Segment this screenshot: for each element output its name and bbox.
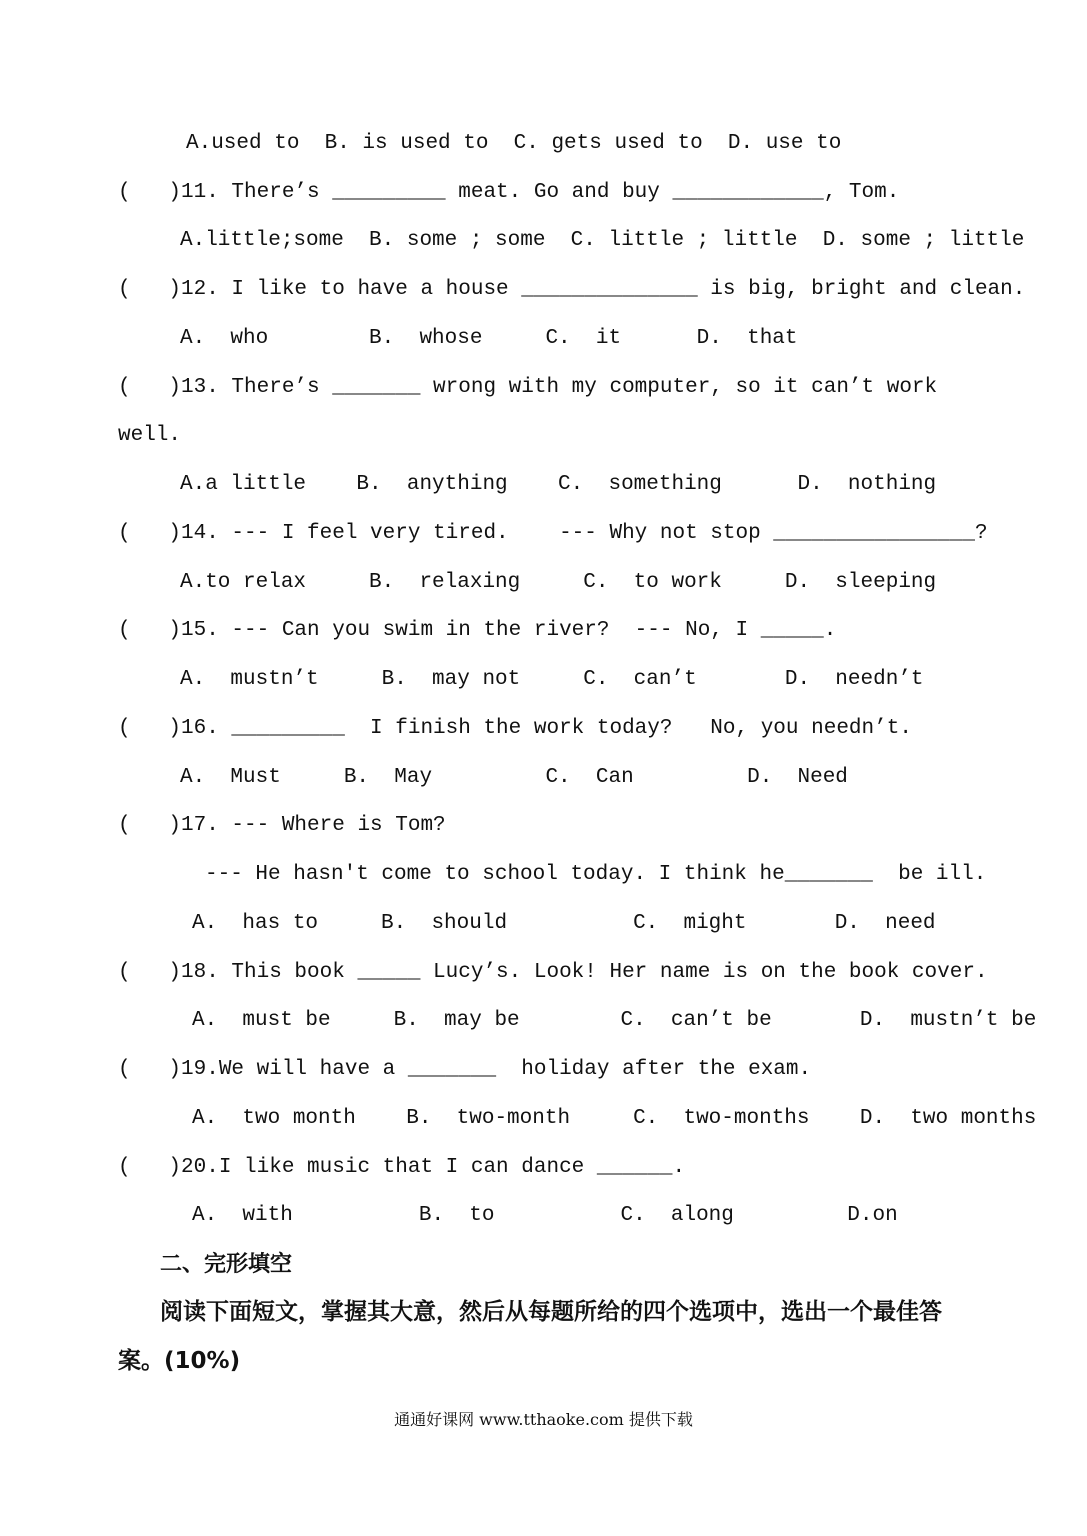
q15-stem: ( )15. --- Can you swim in the river? --- No, I _____. bbox=[118, 619, 837, 642]
q20-stem: ( )20.I like music that I can dance ______. bbox=[118, 1156, 686, 1179]
q16-stem: ( )16. _________ I finish the work today? No, you needn’t. bbox=[118, 717, 912, 740]
q18-stem: ( )18. This book _____ Lucy’s. Look! Her name is on the book cover. bbox=[118, 961, 988, 984]
q14-stem: ( )14. --- I feel very tired. --- Why not stop ________________? bbox=[118, 522, 988, 545]
q13-options: A.a little B. anything C. something D. nothing bbox=[180, 473, 937, 496]
q11-options: A.little;some B. some ; some C. little ; little D. some ; little bbox=[180, 229, 1025, 252]
q13-stem: ( )13. There’s _______ wrong with my computer, so it can’t work bbox=[118, 376, 938, 399]
section-instructions: 阅读下面短文，掌握其大意，然后从每题所给的四个选项中，选出一个最佳答案。(10%) bbox=[118, 1299, 942, 1374]
q20-options: A. with B. to C. along D.on bbox=[192, 1204, 898, 1227]
q17-options: A. has to B. should C. might D. need bbox=[192, 912, 936, 935]
q17-stem-continued: --- He hasn't come to school today. I think he_______ be ill. bbox=[205, 863, 987, 886]
q12-options: A. who B. whose C. it D. that bbox=[180, 327, 798, 350]
q17-stem: ( )17. --- Where is Tom? bbox=[118, 814, 446, 837]
q10-options: A.used to B. is used to C. gets used to D. use to bbox=[186, 132, 842, 155]
page-footer: 通通好课网 www.tthaoke.com 提供下载 bbox=[394, 1410, 693, 1429]
q14-options: A.to relax B. relaxing C. to work D. sleeping bbox=[180, 571, 937, 594]
q18-options: A. must be B. may be C. can’t be D. mustn’t be bbox=[192, 1009, 1037, 1032]
q19-stem: ( )19.We will have a _______ holiday after the exam. bbox=[118, 1058, 812, 1081]
q16-options: A. Must B. May C. Can D. Need bbox=[180, 766, 848, 789]
q13-stem-continued: well. bbox=[118, 424, 182, 447]
q15-options: A. mustn’t B. may not C. can’t D. needn’t bbox=[180, 668, 924, 691]
q12-stem: ( )12. I like to have a house ______________ is big, bright and clean. bbox=[118, 278, 1026, 301]
q11-stem: ( )11. There’s _________ meat. Go and buy ____________, Tom. bbox=[118, 181, 900, 204]
section-heading: 二、完形填空 bbox=[160, 1252, 293, 1277]
q19-options: A. two month B. two-month C. two-months D. two months bbox=[192, 1107, 1037, 1130]
